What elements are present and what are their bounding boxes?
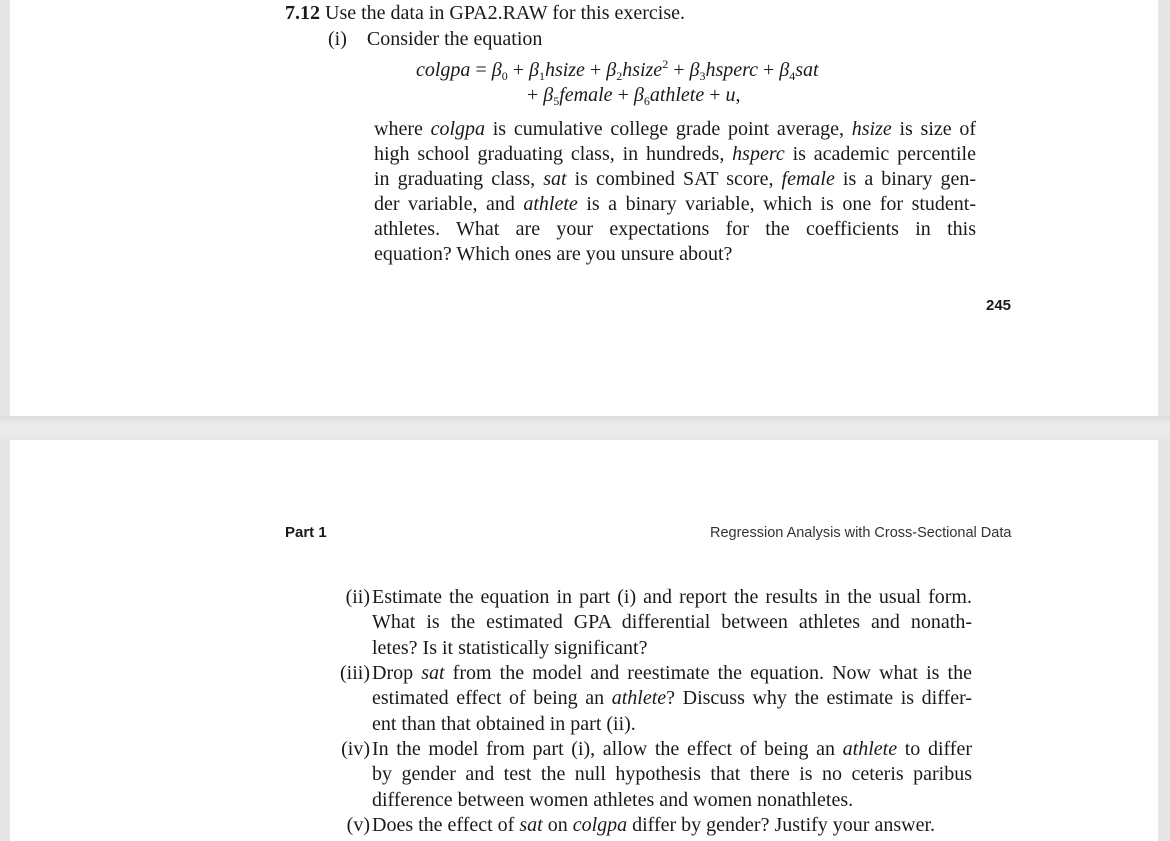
part-i-label: (i) [328, 28, 347, 50]
item-line: Drop sat from the model and reestimate the equation. Now what is the [372, 662, 972, 684]
equation-lhs: colgpa [416, 59, 471, 81]
definition-line: equation? Which ones are you unsure about? [374, 243, 733, 265]
item-line: difference between women athletes and women nonathletes. [372, 788, 854, 811]
item-line: by gender and test the null hypothesis that there is no ceteris paribus [372, 763, 972, 786]
exercise-number: 7.12 [285, 2, 320, 24]
definition-line: where colgpa is cumulative college grade point average, hsize is size of [374, 118, 977, 140]
item-line: letes? Is it statistically significant? [372, 636, 648, 659]
variable-definitions [374, 117, 976, 267]
equation-line-2: + $\beta_5female$ + $\beta_6athlete + u$, [527, 84, 741, 108]
definition-line: athletes. What are your expectations for the coefficients in this [374, 218, 976, 240]
running-head-part: Part 1 [285, 524, 327, 541]
item-line: Does the effect of sat on colgpa differ by gender? Justify your answer. [372, 814, 936, 836]
item-label: (iii) [340, 662, 370, 684]
item-label: (v) [346, 814, 370, 836]
page-gap [0, 416, 1170, 440]
running-head-title: Regression Analysis with Cross-Sectional Data [710, 525, 1012, 541]
part-i-heading [328, 27, 542, 52]
page-number: 245 [986, 297, 1012, 314]
definition-line: der variable, and athlete is a binary variable, which is one for student- [374, 193, 977, 215]
item-label: (iv) [341, 738, 370, 760]
item-line: ent than that obtained in part (ii). [372, 712, 636, 735]
item-label: (ii) [345, 586, 370, 608]
item-line: estimated effect of being an athlete? Discuss why the estimate is differ- [372, 687, 972, 710]
item-line: What is the estimated GPA differential between athletes and nonath- [372, 611, 972, 634]
exercise-intro: Use the data in GPA2.RAW for this exercise. [325, 2, 685, 24]
definition-line: in graduating class, sat is combined SAT score, female is a binary gen- [374, 168, 976, 190]
equation-line-1: colgpa = $\beta_0$ + $\beta_1hsize$ + $\beta_2hsize^2$ + $\beta_3hsperc + \beta_4sat$ [416, 57, 819, 83]
item-line: In the model from part (i), allow the effect of being an athlete to differ [372, 738, 973, 760]
definition-line: high school graduating class, in hundreds, hsperc is academic percentile [374, 143, 976, 165]
part-i-lead: Consider the equation [366, 28, 543, 50]
exercise-heading [285, 1, 685, 26]
item-line: Estimate the equation in part (i) and report the results in the usual form. [372, 586, 972, 608]
